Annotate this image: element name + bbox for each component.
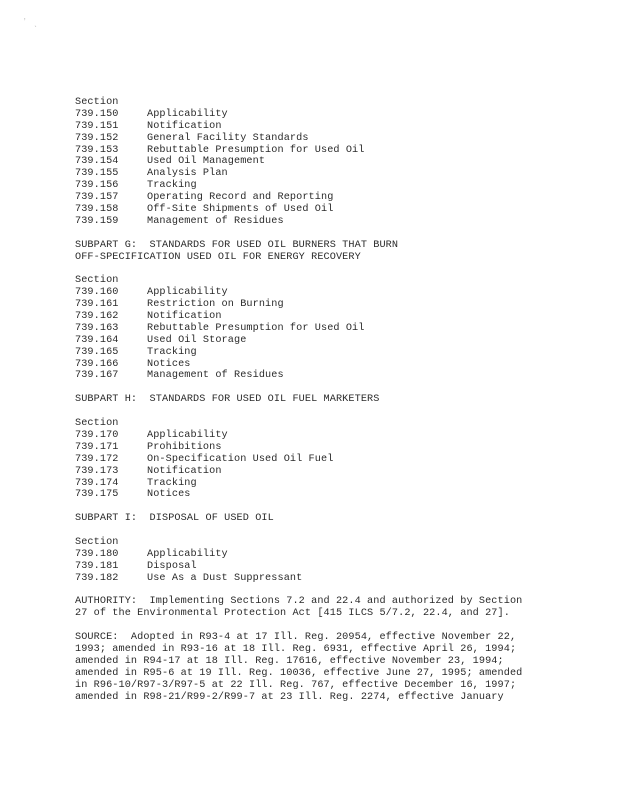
section-number: 739.162 (75, 311, 119, 323)
section-entry (75, 133, 575, 145)
section-entry (75, 549, 575, 561)
source-line: amended in R98-21/R99-2/R99-7 at 23 Ill. Reg. 2274, effective January (75, 691, 504, 703)
blank-line (75, 406, 575, 418)
section-number: 739.157 (75, 192, 119, 204)
source-line: amended in R94-17 at 18 Ill. Reg. 17616, effective November 23, 1994; (75, 655, 504, 667)
section-entry (75, 454, 575, 466)
blank-line (75, 263, 575, 275)
section-entry (75, 347, 575, 359)
section-title: Applicability (147, 429, 228, 441)
section-number: 739.180 (75, 548, 119, 560)
subpart-heading: SUBPART I: DISPOSAL OF USED OIL (75, 513, 274, 525)
section-entry (75, 180, 575, 192)
source-line: amended in R95-6 at 19 Ill. Reg. 10036, effective June 27, 1995; amended (75, 667, 523, 679)
section-title: Notices (147, 489, 191, 501)
section-title: Notification (147, 465, 222, 477)
section-number: 739.161 (75, 299, 119, 311)
section-number: 739.182 (75, 572, 119, 584)
section-title: Notices (147, 358, 191, 370)
section-entry (75, 299, 575, 311)
subpart-heading: SUBPART G: STANDARDS FOR USED OIL BURNERS THAT BURN (75, 239, 399, 251)
authority-note (75, 596, 575, 620)
section-number: 739.181 (75, 560, 119, 572)
section-title: Applicability (147, 287, 228, 299)
section-number: 739.150 (75, 108, 119, 120)
authority-line: AUTHORITY: Implementing Sections 7.2 and 22.4 and authorized by Section (75, 596, 523, 608)
section-entry (75, 216, 575, 228)
section-entry (75, 145, 575, 157)
section-title: Rebuttable Presumption for Used Oil (147, 322, 365, 334)
section-number: 739.160 (75, 287, 119, 299)
section-title: Operating Record and Reporting (147, 192, 334, 204)
section-entry (75, 335, 575, 347)
section-number: 739.151 (75, 120, 119, 132)
section-number: 739.152 (75, 132, 119, 144)
section-title: Tracking (147, 180, 197, 192)
section-entry (75, 168, 575, 180)
section-number: 739.173 (75, 465, 119, 477)
section-number: 739.174 (75, 477, 119, 489)
section-entry (75, 489, 575, 501)
section-number: 739.153 (75, 144, 119, 156)
section-title: Tracking (147, 346, 197, 358)
section-title: Used Oil Management (147, 156, 266, 168)
source-line: SOURCE: Adopted in R93-4 at 17 Ill. Reg. 20954, effective November 22, (75, 632, 517, 644)
section-entry (75, 370, 575, 382)
section-entry (75, 311, 575, 323)
section-title: Applicability (147, 548, 228, 560)
section-label: Section (75, 97, 119, 108)
source-line: in R96-10/R97-3/R97-5 at 22 Ill. Reg. 767, effective December 16, 1997; (75, 679, 517, 691)
section-entry (75, 573, 575, 585)
blank-line (75, 585, 575, 597)
section-entry (75, 204, 575, 216)
source-note (75, 632, 575, 703)
section-title: General Facility Standards (147, 132, 309, 144)
section-number: 739.172 (75, 453, 119, 465)
scan-specks: ʼ ˎ (22, 18, 39, 28)
subpart-heading: SUBPART H: STANDARDS FOR USED OIL FUEL MARKETERS (75, 394, 380, 406)
subpart-heading: OFF-SPECIFICATION USED OIL FOR ENERGY RECOVERY (75, 251, 361, 263)
section-title: Notification (147, 120, 222, 132)
section-number: 739.156 (75, 180, 119, 192)
section-label: Section (75, 275, 119, 287)
section-number: 739.175 (75, 489, 119, 501)
section-entry (75, 121, 575, 133)
section-entry (75, 323, 575, 335)
section-number: 739.165 (75, 346, 119, 358)
blank-line (75, 228, 575, 240)
section-title: Used Oil Storage (147, 334, 247, 346)
section-entry (75, 359, 575, 371)
blank-line (75, 620, 575, 632)
section-number: 739.166 (75, 358, 119, 370)
section-entry (75, 442, 575, 454)
section-entry (75, 156, 575, 168)
section-title: On-Specification Used Oil Fuel (147, 453, 334, 465)
section-title: Restriction on Burning (147, 299, 284, 311)
section-title: Use As a Dust Suppressant (147, 572, 303, 584)
section-title: Management of Residues (147, 370, 284, 382)
section-number: 739.155 (75, 168, 119, 180)
section-title: Rebuttable Presumption for Used Oil (147, 144, 365, 156)
section-title: Tracking (147, 477, 197, 489)
section-number: 739.167 (75, 370, 119, 382)
section-entry (75, 478, 575, 490)
section-entry (75, 430, 575, 442)
section-number: 739.158 (75, 204, 119, 216)
section-number: 739.171 (75, 441, 119, 453)
section-number: 739.154 (75, 156, 119, 168)
section-title: Prohibitions (147, 441, 222, 453)
blank-line (75, 382, 575, 394)
blank-line (75, 501, 575, 513)
section-label: Section (75, 536, 119, 548)
section-number: 739.163 (75, 322, 119, 334)
section-number: 739.164 (75, 334, 119, 346)
section-number: 739.170 (75, 429, 119, 441)
section-title: Analysis Plan (147, 168, 228, 180)
document-body (75, 97, 575, 703)
section-entry (75, 287, 575, 299)
section-number: 739.159 (75, 215, 119, 227)
authority-line: 27 of the Environmental Protection Act [415 ILCS 5/7.2, 22.4, and 27]. (75, 608, 510, 620)
section-entry (75, 109, 575, 121)
section-label: Section (75, 418, 119, 430)
source-line: 1993; amended in R93-16 at 18 Ill. Reg. 6931, effective April 26, 1994; (75, 643, 517, 655)
section-entry (75, 466, 575, 478)
section-entry (75, 192, 575, 204)
section-title: Applicability (147, 108, 228, 120)
section-entry (75, 561, 575, 573)
blank-line (75, 525, 575, 537)
section-title: Off-Site Shipments of Used Oil (147, 204, 334, 216)
section-title: Disposal (147, 560, 197, 572)
section-title: Management of Residues (147, 215, 284, 227)
section-title: Notification (147, 311, 222, 323)
